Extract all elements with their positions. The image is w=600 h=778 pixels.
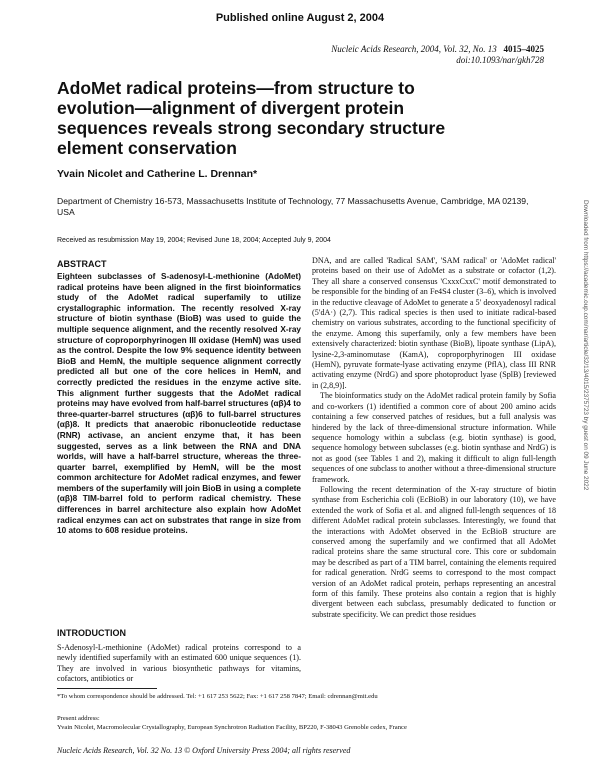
page-footer: Nucleic Acids Research, Vol. 32 No. 13 © Oxford University Press 2004; all rights reserved	[57, 746, 351, 755]
footnote-divider	[57, 688, 157, 689]
introduction-heading: INTRODUCTION	[57, 628, 126, 638]
abstract-heading: ABSTRACT	[57, 259, 107, 269]
paragraph: DNA, and are called 'Radical SAM', 'SAM radical' or 'AdoMet radical' proteins based on their use of AdoMet as a substrate or cofactor (1,2). They all share a conserved consensus 'CxxxCxxC' motif demonstrated to be responsible for the binding of an Fe4S4 cluster (3–6), which is involved in the reductive cleavage of AdoMet to generate a 5′ deoxyadenosyl radical (5′dA·) (2,7). This radical species is then used to initiate radical-based chemistry on various substrates, according to the functional specificity of the enzyme. Among this superfamily, only a few members have been extensively characterized: biotin synthase (BioB), lipoate synthase (LipA), lysine-2,3-aminomutase (KamA), coproporphyrinogen III oxidase (HemN), pyruvate formate-lyase activating enzyme (PflA), class III RNR activating enzyme (NrdG) and spore photoproduct lyase (SplB) [reviewed in (2,8,9)].	[312, 256, 556, 390]
present-address-text: Yvain Nicolet, Macromolecular Crystallography, European Synchrotron Radiation Facility, BP220, F-38043 Grenoble cedex, France	[57, 724, 407, 731]
doi[interactable]: doi:10.1093/nar/gkh728	[456, 55, 544, 65]
right-column	[312, 256, 556, 620]
present-address	[57, 714, 557, 732]
journal-citation: Nucleic Acids Research, 2004, Vol. 32, No. 13	[331, 44, 497, 54]
paragraph: The bioinformatics study on the AdoMet radical protein family by Sofia and co-workers (1) identified a common core of about 200 amino acids containing a few conserved patches of residues, but a full analysis was hindered by the lack of three-dimensional structure information. While sequence homology within a subclass (e.g. biotin synthase) is good, sequence homology between subclasses (e.g. biotin synthase and NrdG) is not as good (see Tables 1 and 2), making it difficult to align full-length sequences of one subclass to another without a three-dimensional structure framework.	[312, 391, 556, 484]
published-online-banner: Published online August 2, 2004	[215, 12, 385, 24]
journal-header	[331, 44, 544, 66]
download-watermark-text: Downloaded from https://academic.oup.com/nar/article/32/13/4015/2375723 by guest on 09 June 2022	[582, 200, 589, 491]
download-watermark	[578, 200, 592, 580]
article-title: AdoMet radical proteins—from structure to evolution—alignment of divergent protein sequences reveals strong secondary structure element conservation	[57, 78, 446, 158]
introduction-text: S-Adenosyl-L-methionine (AdoMet) radical proteins correspond to a newly identified superfamily with an estimated 600 unique sequences (1). They are involved in various biosynthetic pathways for vitamins, cofactors, antibiotics or	[57, 643, 301, 684]
paragraph: Following the recent determination of the X-ray structure of biotin synthase from Escherichia coli (EcBioB) in our laboratory (10), we have extended the work of Sofia et al. and aligned full-length sequences of 18 different AdoMet radical protein subclasses. Interestingly, we found that the interactions with AdoMet observed in the EcBioB structure are conserved among the superfamily and we confirmed that all AdoMet radical proteins share the same structural core. This core or subdomain may be described as part of a TIM barrel, containing the elements required for radical generation. NrdG seems to correspond to the most compact version of an AdoMet radical protein, perhaps representing an ancestral form of this family. These proteins also contain a region that is highly divergent between each subclass, presumably dedicated to function or substrate specificity. We can predict those residues	[312, 484, 556, 619]
abstract-text: Eighteen subclasses of S-adenosyl-L-methionine (AdoMet) radical proteins have been aligned in the first bioinformatics study of the AdoMet radical superfamily to utilize crystallographic information. The recently resolved X-ray structure of biotin synthase (BioB) was used to guide the multiple sequence alignment, and the recently resolved X-ray structure of coproporphyrinogen III oxidase (HemN) was used as the control. Despite the low 9% sequence identity between BioB and HemN, the multiple sequence alignment correctly predicted all but one of the core helices in HemN, and correctly predicted the residues in the enzyme active site. This alignment further suggests that the AdoMet radical proteins may have evolved from half-barrel structures (αβ)4 to three-quarter-barrel structures (αβ)6 to full-barrel structures (αβ)8. It predicts that anaerobic ribonucleotide reductase (RNR) activase, an ancient enzyme that, it has been suggested, serves as a link between the RNA and DNA worlds, will have a half-barrel structure, whereas the three-quarter barrel, exemplified by HemN, will be the most common architecture for AdoMet radical enzymes, and fewer members of the superfamily will join BioB in using a complete (αβ)8 TIM-barrel fold to perform radical chemistry. These differences in barrel architecture also explain how AdoMet radical enzymes can act on substrates that range in size from 10 atoms to 608 residue proteins.	[57, 272, 301, 536]
received-dates: Received as resubmission May 19, 2004; Revised June 18, 2004; Accepted July 9, 2004	[57, 237, 331, 244]
present-address-label: Present address:	[57, 715, 100, 722]
affiliation: Department of Chemistry 16-573, Massachusetts Institute of Technology, 77 Massachusetts Avenue, Cambridge, MA 02139, USA	[57, 196, 529, 217]
page-range: 4015–4025	[503, 44, 544, 54]
authors: Yvain Nicolet and Catherine L. Drennan*	[57, 168, 258, 180]
correspondence-footnote: *To whom correspondence should be addressed. Tel: +1 617 253 5622; Fax: +1 617 258 7847; Email: cdrennan@mit.edu	[57, 693, 378, 700]
